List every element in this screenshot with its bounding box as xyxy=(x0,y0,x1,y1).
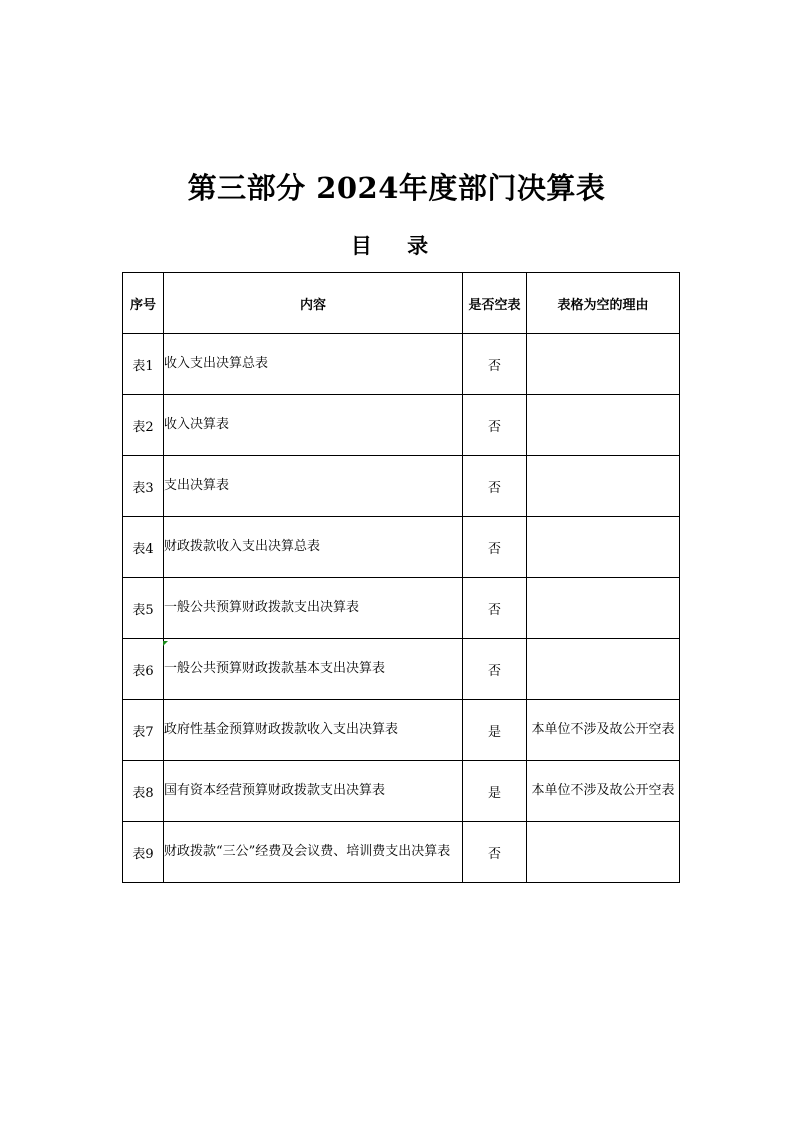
table-row xyxy=(123,700,680,761)
row-is-empty: 否 xyxy=(463,334,527,395)
table-row xyxy=(123,334,680,395)
table-row xyxy=(123,639,680,700)
row-content: 一般公共预算财政拨款支出决算表 xyxy=(164,578,463,639)
header-row xyxy=(123,273,680,334)
row-content: 财政拨款收入支出决算总表 xyxy=(164,517,463,578)
row-is-empty: 否 xyxy=(463,456,527,517)
header-content: 内容 xyxy=(164,273,463,334)
row-no: 表2 xyxy=(123,395,164,456)
row-content: 国有资本经营预算财政拨款支出决算表 xyxy=(164,761,463,822)
row-content: 一般公共预算财政拨款基本支出决算表 xyxy=(164,639,463,700)
header-reason: 表格为空的理由 xyxy=(527,273,680,334)
row-is-empty: 是 xyxy=(463,761,527,822)
row-reason: 本单位不涉及故公开空表 xyxy=(527,761,680,822)
row-no: 表7 xyxy=(123,700,164,761)
header-is-empty: 是否空表 xyxy=(463,273,527,334)
table-row xyxy=(123,578,680,639)
row-content: 财政拨款“三公”经费及会议费、培训费支出决算表 xyxy=(164,822,463,883)
row-no: 表5 xyxy=(123,578,164,639)
row-reason: 本单位不涉及故公开空表 xyxy=(527,700,680,761)
table-row xyxy=(123,822,680,883)
table-row xyxy=(123,761,680,822)
page-title: 第三部分 2024年度部门决算表 xyxy=(187,171,606,205)
row-content: 收入支出决算总表 xyxy=(164,334,463,395)
row-reason xyxy=(527,334,680,395)
row-no: 表9 xyxy=(123,822,164,883)
row-no: 表6 xyxy=(123,639,164,700)
row-is-empty: 否 xyxy=(463,578,527,639)
row-reason xyxy=(527,395,680,456)
cell-comment-marker xyxy=(163,641,168,646)
row-no: 表4 xyxy=(123,517,164,578)
row-reason xyxy=(527,578,680,639)
row-content: 收入决算表 xyxy=(164,395,463,456)
row-content: 支出决算表 xyxy=(164,456,463,517)
page-subtitle: 目 录 xyxy=(350,234,443,258)
table-row xyxy=(123,395,680,456)
table-row xyxy=(123,517,680,578)
table-row xyxy=(123,456,680,517)
row-is-empty: 否 xyxy=(463,639,527,700)
row-is-empty: 否 xyxy=(463,395,527,456)
row-no: 表8 xyxy=(123,761,164,822)
toc-table xyxy=(122,272,680,883)
row-is-empty: 是 xyxy=(463,700,527,761)
row-is-empty: 否 xyxy=(463,517,527,578)
row-reason xyxy=(527,639,680,700)
row-content: 政府性基金预算财政拨款收入支出决算表 xyxy=(164,700,463,761)
row-no: 表3 xyxy=(123,456,164,517)
row-reason xyxy=(527,822,680,883)
header-no: 序号 xyxy=(123,273,164,334)
row-no: 表1 xyxy=(123,334,164,395)
row-reason xyxy=(527,517,680,578)
row-is-empty: 否 xyxy=(463,822,527,883)
row-reason xyxy=(527,456,680,517)
